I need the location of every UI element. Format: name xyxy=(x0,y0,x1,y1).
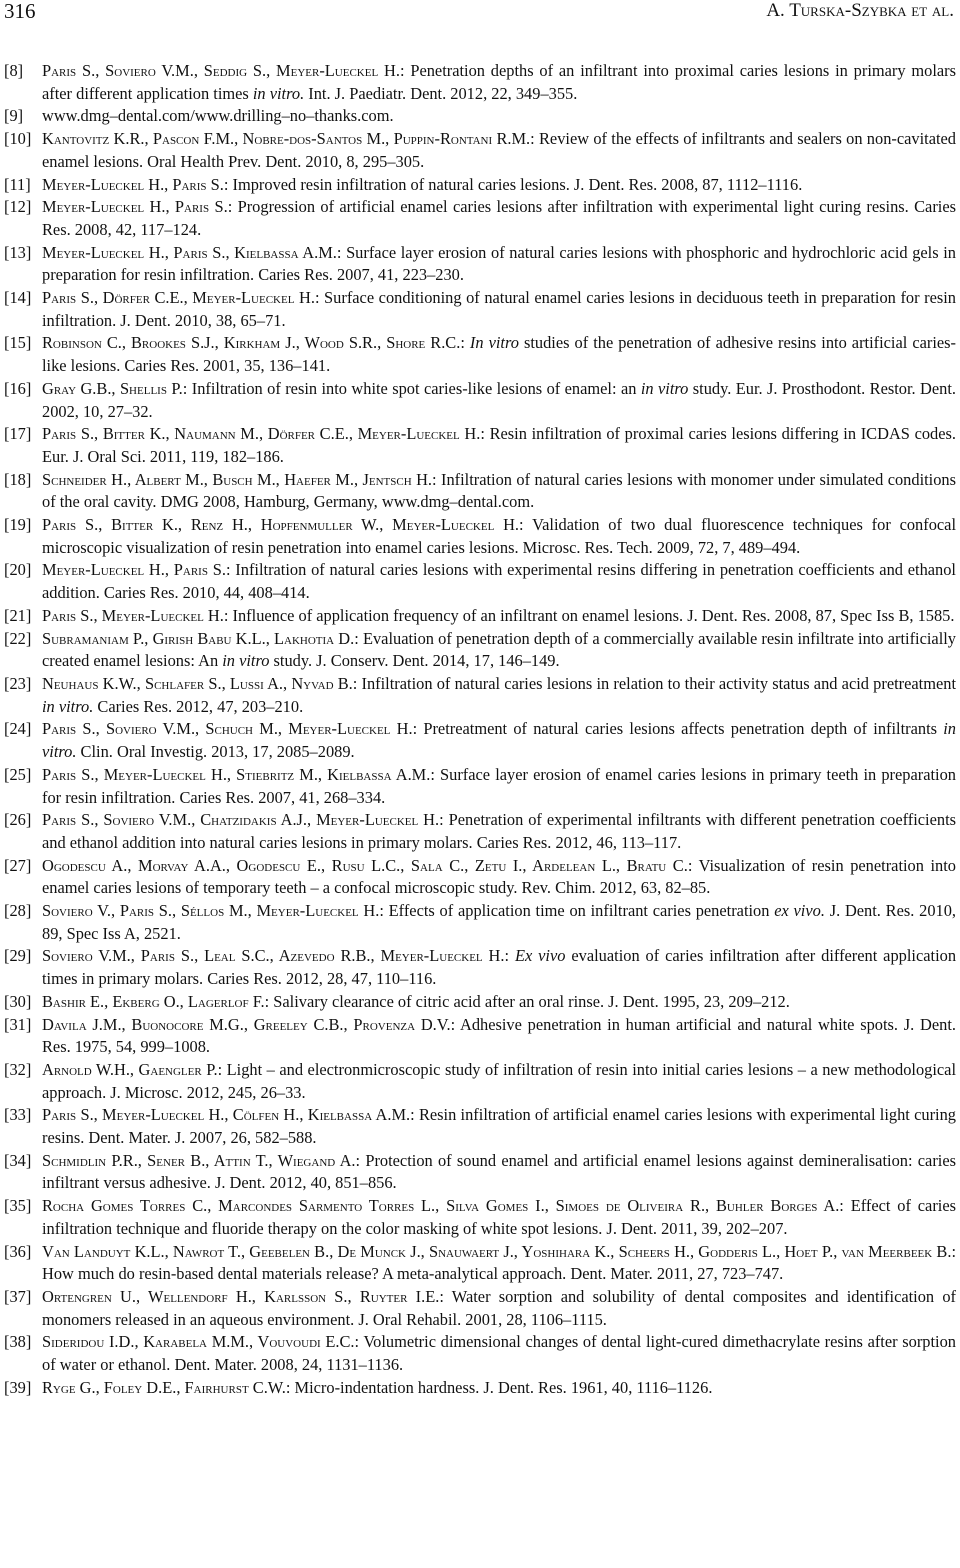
reference-authors: Neuhaus K.W., Schlafer S., Lussi A., Nyvad B. xyxy=(42,673,353,693)
reference-text: : Surface layer erosion of natural caries lesions with phosphoric and hydrochloric acid gels in preparation for resin infiltration. Caries Res. 2007, 41, 223–230. xyxy=(42,242,956,285)
reference-authors: Meyer-Lueckel H., Paris S., Kielbassa A.M. xyxy=(42,242,337,262)
reference-text: : Protection of sound enamel and artificial enamel lesions against demineralisation: caries infiltrant versus adhesive. J. Dent. 2012, 40, 851–856. xyxy=(42,1150,956,1193)
reference-item xyxy=(4,1286,956,1331)
page-number: 316 xyxy=(4,0,36,23)
reference-item xyxy=(4,945,956,990)
reference-text: : Visualization of resin penetration into enamel caries lesions of temporary teeth – a confocal microscopic study. Rev. Chim. 2012, 63, 82–85. xyxy=(42,855,956,898)
reference-authors: Meyer-Lueckel H., Paris S. xyxy=(42,174,224,194)
reference-text: Int. J. Paediatr. Dent. 2012, 22, 349–355. xyxy=(304,83,578,103)
reference-authors: Paris S., Soviero V.M., Seddig S., Meyer-Lueckel H. xyxy=(42,61,400,80)
reference-authors: Van Landuyt K.L., Nawrot T., Geebelen B., De Munck J., Snauwaert J., Yoshihara K., Scheers H., Godderis L., Hoet P., van Meerbeek B. xyxy=(42,1241,952,1261)
reference-number: [10] xyxy=(4,129,32,149)
reference-text: : Salivary clearance of citric acid after an oral rinse. J. Dent. 1995, 23, 209–212. xyxy=(264,991,790,1011)
reference-item xyxy=(4,855,956,900)
reference-authors: Arnold W.H., Gaengler P. xyxy=(42,1059,218,1079)
reference-item xyxy=(4,287,956,332)
reference-item xyxy=(4,105,956,128)
reference-authors: Ortengren U., Wellendorf H., Karlsson S., Ruyter I.E. xyxy=(42,1286,440,1306)
reference-number: [15] xyxy=(4,333,32,353)
reference-item xyxy=(4,559,956,604)
reference-item xyxy=(4,1241,956,1286)
reference-text: : Pretreatment of natural caries lesions affects penetration depth of infiltrants xyxy=(412,719,944,739)
reference-number: [9] xyxy=(4,106,24,126)
reference-text: : Evaluation of penetration depth of a commercially available resin infiltrate into artificially created enamel lesions: An xyxy=(42,628,956,671)
reference-item xyxy=(4,60,956,105)
reference-number: [26] xyxy=(4,810,32,830)
reference-item xyxy=(4,1014,956,1059)
reference-italic-text: Ex vivo xyxy=(514,946,566,966)
reference-text: J. Dent. Res. 2010, 89, Spec Iss A, 2521. xyxy=(42,901,957,943)
reference-number: [14] xyxy=(4,288,32,308)
reference-text: : Surface layer erosion of enamel caries lesions in primary teeth in preparation for resin infiltration. Caries Res. 2007, 41, 268–334. xyxy=(42,764,956,807)
reference-text: : Effect of caries infiltration technique and fluoride therapy on the color masking of white spot lesions. J. Dent. 2011, 39, 202–207. xyxy=(42,1196,956,1238)
reference-item xyxy=(4,1331,956,1376)
reference-number: [20] xyxy=(4,560,32,580)
running-head: A. Turska-Szybka et al. xyxy=(766,0,954,21)
reference-authors: Paris S., Meyer-Lueckel H., Stiebritz M., Kielbassa A.M. xyxy=(42,764,431,784)
reference-number: [28] xyxy=(4,901,32,921)
reference-authors: Ogodescu A., Morvay A.A., Ogodescu E., Rusu L.C., Sala C., Zetu I., Ardelean L., Bratu C. xyxy=(42,855,688,875)
reference-number: [19] xyxy=(4,515,32,535)
reference-text: : Validation of two dual fluorescence techniques for confocal microscopic visualization of resin penetration into enamel caries lesions. Microsc. Res. Tech. 2009, 72, 7, 489–494. xyxy=(42,515,956,557)
reference-text: : Volumetric dimensional changes of dental light-cured dimethacrylate resins after sorption of water or ethanol. Dent. Mater. 2008, 24, 1131–1136. xyxy=(42,1332,956,1375)
reference-authors: Kantovitz K.R., Pascon F.M., Nobre-dos-Santos M., Puppin-Rontani R.M. xyxy=(42,129,531,149)
reference-authors: Sideridou I.D., Karabela M.M., Vouvoudi E.C. xyxy=(42,1332,355,1352)
reference-text: : Review of the effects of infiltrants and sealers on non-cavitated enamel lesions. Oral Health Prev. Dent. 2010, 8, 295–305. xyxy=(42,129,956,171)
reference-item xyxy=(4,991,956,1014)
reference-number: [21] xyxy=(4,605,32,625)
reference-number: [23] xyxy=(4,673,32,693)
reference-italic-text: in vitro. xyxy=(252,83,305,103)
reference-item xyxy=(4,128,956,173)
reference-item xyxy=(4,1059,956,1104)
reference-authors: Soviero V., Paris S., Séllos M., Meyer-Lueckel H. xyxy=(42,901,380,921)
reference-italic-text: ex vivo. xyxy=(774,901,825,921)
reference-authors: Schmidlin P.R., Sener B., Attin T., Wiegand A. xyxy=(42,1150,356,1170)
reference-italic-text: in vitro. xyxy=(42,719,956,762)
reference-number: [34] xyxy=(4,1150,32,1170)
reference-text: : Penetration of experimental infiltrants with different penetration coefficients and ethanol addition into natural caries lesions in primary molars. Caries Res. 2012, 46, 113–117. xyxy=(42,810,956,852)
reference-number: [36] xyxy=(4,1241,32,1261)
reference-text: : xyxy=(460,333,470,353)
reference-item xyxy=(4,718,956,763)
reference-authors: Robinson C., Brookes S.J., Kirkham J., Wood S.R., Shore R.C. xyxy=(42,333,461,353)
reference-number: [11] xyxy=(4,174,31,194)
reference-authors: Paris S., Bitter K., Naumann M., Dörfer C.E., Meyer-Lueckel H. xyxy=(42,424,481,444)
reference-text: studies of the penetration of adhesive resins into artificial caries-like lesions. Caries Res. 2001, 35, 136–141. xyxy=(42,333,956,376)
reference-authors: Meyer-Lueckel H., Paris S. xyxy=(42,560,226,580)
reference-text: : Improved resin infiltration of natural caries lesions. J. Dent. Res. 2008, 87, 1112–1116. xyxy=(223,174,803,194)
reference-item xyxy=(4,469,956,514)
reference-item xyxy=(4,900,956,945)
reference-text: : Resin infiltration of artificial enamel caries lesions with experimental light curing resins. Dent. Mater. J. 2007, 26, 582–588. xyxy=(42,1105,956,1148)
reference-authors: Gray G.B., Shellis P. xyxy=(42,378,183,398)
reference-item xyxy=(4,332,956,377)
reference-authors: Paris S., Meyer-Lueckel H., Cölfen H., Kielbassa A.M. xyxy=(42,1105,411,1125)
reference-number: [25] xyxy=(4,764,32,784)
reference-number: [12] xyxy=(4,197,32,217)
reference-item xyxy=(4,673,956,718)
reference-number: [24] xyxy=(4,719,32,739)
reference-item xyxy=(4,1195,956,1240)
reference-number: [37] xyxy=(4,1286,32,1306)
reference-item xyxy=(4,378,956,423)
reference-authors: Paris S., Bitter K., Renz H., Hopfenmuller W., Meyer-Lueckel H. xyxy=(42,515,520,535)
reference-number: [16] xyxy=(4,378,32,398)
reference-text: www.dmg–dental.com/www.drilling–no–thanks.com. xyxy=(42,106,394,126)
reference-text: Clin. Oral Investig. 2013, 17, 2085–2089. xyxy=(76,742,355,762)
reference-number: [29] xyxy=(4,946,32,966)
reference-item xyxy=(4,174,956,197)
reference-authors: Paris S., Soviero V.M., Chatzidakis A.J., Meyer-Lueckel H. xyxy=(42,810,440,830)
reference-item xyxy=(4,514,956,559)
reference-item xyxy=(4,1104,956,1149)
reference-list xyxy=(4,60,956,1399)
reference-text: : Infiltration of natural caries lesions with monomer under simulated conditions of the oral cavity. DMG 2008, Hamburg, Germany, www.dmg–dental.com. xyxy=(42,469,956,512)
reference-item xyxy=(4,809,956,854)
reference-text: : Resin infiltration of proximal caries lesions differing in ICDAS codes. Eur. J. Oral Sci. 2011, 119, 182–186. xyxy=(42,424,956,466)
reference-italic-text: in vitro xyxy=(640,378,689,398)
reference-text: : Infiltration of natural caries lesions in relation to their activity status and acid pretreatment xyxy=(352,673,956,693)
reference-text: study. J. Conserv. Dent. 2014, 17, 146–149. xyxy=(269,651,560,671)
reference-number: [17] xyxy=(4,424,32,444)
reference-item xyxy=(4,605,956,628)
reference-text: study. Eur. J. Prosthodont. Restor. Dent. 2002, 10, 27–32. xyxy=(42,378,957,421)
reference-number: [30] xyxy=(4,991,32,1011)
reference-item xyxy=(4,628,956,673)
reference-text: : Micro-indentation hardness. J. Dent. Res. 1961, 40, 1116–1126. xyxy=(285,1377,713,1397)
reference-text: : Effects of application time on infiltrant caries penetration xyxy=(379,901,775,921)
reference-text: Caries Res. 2012, 47, 203–210. xyxy=(93,696,304,716)
reference-number: [38] xyxy=(4,1332,32,1352)
reference-text: : How much do resin-based dental materials release? A meta-analytical approach. Dent. Mater. 2011, 27, 723–747. xyxy=(42,1241,956,1284)
reference-number: [8] xyxy=(4,61,24,80)
reference-authors: Paris S., Dörfer C.E., Meyer-Lueckel H. xyxy=(42,288,315,308)
reference-item xyxy=(4,1150,956,1195)
reference-number: [22] xyxy=(4,628,32,648)
reference-authors: Paris S., Meyer-Lueckel H. xyxy=(42,605,224,625)
reference-authors: Schneider H., Albert M., Busch M., Haefer M., Jentsch H. xyxy=(42,469,433,489)
reference-number: [27] xyxy=(4,855,32,875)
reference-number: [18] xyxy=(4,469,32,489)
reference-item xyxy=(4,1377,956,1400)
reference-italic-text: in vitro xyxy=(222,651,270,671)
reference-text: : Surface conditioning of natural enamel caries lesions in deciduous teeth in preparation for resin infiltration. J. Dent. 2010, 38, 65–71. xyxy=(42,288,956,330)
reference-text: : Infiltration of resin into white spot caries-like lesions of enamel: an xyxy=(182,378,641,398)
reference-item xyxy=(4,764,956,809)
reference-number: [35] xyxy=(4,1196,32,1216)
reference-italic-text: in vitro. xyxy=(42,696,94,716)
reference-authors: Ryge G., Foley D.E., Fairhurst C.W. xyxy=(42,1377,286,1397)
reference-authors: Paris S., Soviero V.M., Schuch M., Meyer-Lueckel H. xyxy=(42,719,413,739)
reference-authors: Davila J.M., Buonocore M.G., Greeley C.B., Provenza D.V. xyxy=(42,1014,451,1034)
reference-text: : xyxy=(504,946,515,966)
reference-number: [31] xyxy=(4,1014,32,1034)
reference-italic-text: In vitro xyxy=(469,333,519,353)
reference-authors: Rocha Gomes Torres C., Marcondes Sarmento Torres L., Silva Gomes I., Simoes de Oliveira R., Buhler Borges A. xyxy=(42,1196,840,1216)
reference-text: : Progression of artificial enamel caries lesions after infiltration with experimental light curing resins. Caries Res. 2008, 42, 117–124. xyxy=(42,197,956,239)
reference-text: : Infiltration of natural caries lesions with experimental resins differing in penetration coefficients and ethanol addition. Caries Res. 2010, 44, 408–414. xyxy=(42,560,956,603)
reference-number: [13] xyxy=(4,242,32,262)
reference-text: : Influence of application frequency of an infiltrant on enamel lesions. J. Dent. Res. 2008, 87, Spec Iss B, 1585. xyxy=(223,605,955,625)
reference-item xyxy=(4,423,956,468)
reference-item xyxy=(4,242,956,287)
reference-authors: Subramaniam P., Girish Babu K.L., Lakhotia D. xyxy=(42,628,355,648)
reference-text: : Water sorption and solubility of dental composites and identification of monomers released in an aqueous environment. J. Oral Rehabil. 2001, 28, 1106–1115. xyxy=(42,1286,956,1329)
reference-text: evaluation of caries infiltration after different application times in primary molars. Caries Res. 2012, 28, 47, 110–116. xyxy=(42,946,957,989)
reference-number: [39] xyxy=(4,1377,32,1397)
reference-authors: Meyer-Lueckel H., Paris S. xyxy=(42,197,228,217)
reference-item xyxy=(4,196,956,241)
reference-number: [32] xyxy=(4,1059,32,1079)
reference-number: [33] xyxy=(4,1105,32,1125)
reference-text: : Penetration depths of an infiltrant into proximal caries lesions in primary molars after different application times xyxy=(42,61,956,103)
reference-authors: Bashir E., Ekberg O., Lagerlof F. xyxy=(42,991,265,1011)
reference-text: : Light – and electronmicroscopic study of infiltration of resin into initial caries lesions – a new methodological approach. J. Microsc. 2012, 245, 26–33. xyxy=(42,1059,957,1102)
reference-authors: Soviero V.M., Paris S., Leal S.C., Azevedo R.B., Meyer-Lueckel H. xyxy=(42,946,505,966)
reference-text: : Adhesive penetration in human artificial and natural white spots. J. Dent. Res. 1975, 54, 999–1008. xyxy=(42,1014,956,1057)
page-header xyxy=(0,0,960,22)
